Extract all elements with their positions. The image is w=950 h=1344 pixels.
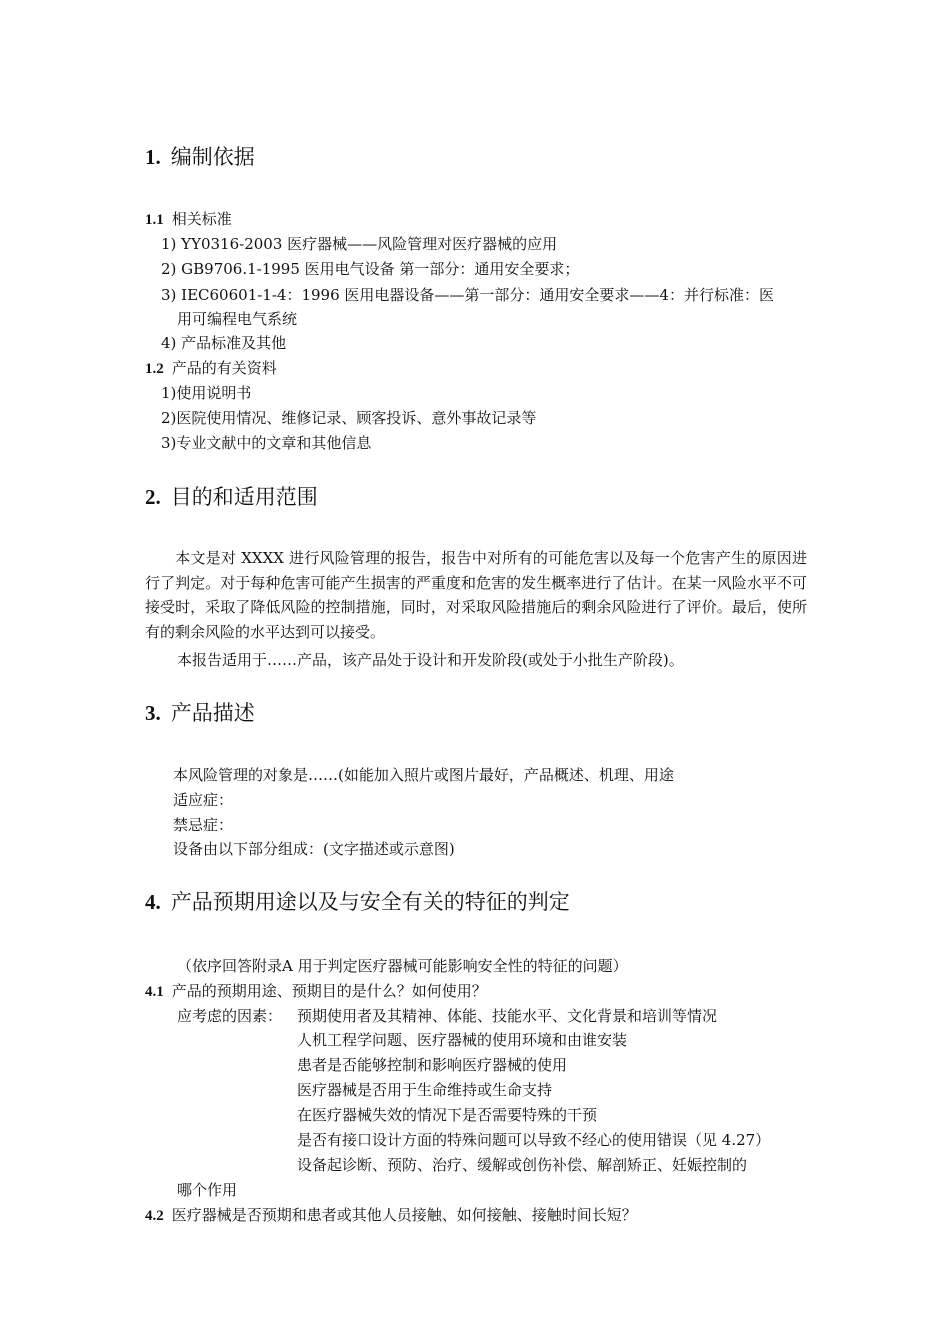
section-heading: 4. 产品预期用途以及与安全有关的特征的判定: [145, 890, 570, 914]
section-title: 目的和适用范围: [170, 485, 318, 509]
paragraph: 本报告适用于……产品，该产品处于设计和开发阶段(或处于小批生产阶段)。: [177, 651, 684, 669]
text-line: 适应症：: [173, 791, 234, 809]
list-item: 1) YY0316-2003 医疗器械——风险管理对医疗器械的应用: [161, 235, 558, 253]
list-item: 2) GB9706.1-1995 医用电气设备 第一部分：通用安全要求；: [161, 260, 580, 278]
list-item: 1)使用说明书: [161, 384, 252, 402]
factor-item: 在医疗器械失效的情况下是否需要特殊的干预: [297, 1106, 598, 1124]
factor-item: 是否有接口设计方面的特殊问题可以导致不经心的使用错误（见 4.27）: [297, 1131, 771, 1149]
section-title: 产品预期用途以及与安全有关的特征的判定: [170, 890, 570, 914]
section-heading: 2. 目的和适用范围: [145, 485, 318, 509]
text-line: 设备由以下部分组成：(文字描述或示意图): [173, 840, 455, 858]
section-heading: 1. 编制依据: [145, 145, 255, 169]
question-heading: 4.2 医疗器械是否预期和患者或其他人员接触、如何接触、接触时间长短？: [145, 1206, 637, 1224]
factor-item: 预期使用者及其精神、体能、技能水平、文化背景和培训等情况: [297, 1007, 718, 1025]
text-line: 本风险管理的对象是……(如能加入照片或图片最好，产品概述、机理、用途: [173, 766, 674, 784]
section-title: 产品描述: [170, 701, 255, 725]
factor-item: 医疗器械是否用于生命维持或生命支持: [297, 1081, 553, 1099]
text-line: 禁忌症：: [173, 816, 234, 834]
paragraph: 本文是对 XXXX 进行风险管理的报告，报告中对所有的可能危害以及每一个危害产生的原因进行了判定。对于每种危害可能产生损害的严重度和危害的发生概率进行了估计。在某一风险水平不可接受时，采取了降低风险的控制措施，同时，对采取风险措施后的剩余风险进行了评价。最后，使所有的剩余风险的水平达到可以接受。: [145, 549, 807, 641]
section-heading: 3. 产品描述: [145, 701, 255, 725]
list-item: 4) 产品标准及其他: [161, 334, 287, 352]
list-item: 用可编程电气系统: [177, 310, 298, 328]
subsection-heading: 1.1 相关标准: [145, 210, 232, 228]
list-item: 2)医院使用情况、维修记录、顾客投诉、意外事故记录等: [161, 409, 537, 427]
list-item: 3)专业文献中的文章和其他信息: [161, 434, 372, 452]
note-text: （依序回答附录A 用于判定医疗器械可能影响安全性的特征的问题）: [177, 957, 628, 975]
question-heading: 4.1 产品的预期用途、预期目的是什么？如何使用？: [145, 982, 487, 1000]
factor-item-continued: 哪个作用: [177, 1181, 238, 1199]
factor-item: 患者是否能够控制和影响医疗器械的使用: [297, 1056, 568, 1074]
list-item: 3) IEC60601-1-4：1996 医用电器设备——第一部分：通用安全要求——4：并行标准：医: [161, 286, 774, 304]
section-title: 编制依据: [170, 145, 255, 169]
factor-item: 设备起诊断、预防、治疗、缓解或创伤补偿、解剖矫正、妊娠控制的: [297, 1156, 748, 1174]
factors-label: 应考虑的因素：: [177, 1007, 283, 1025]
factor-item: 人机工程学问题、医疗器械的使用环境和由谁安装: [297, 1031, 628, 1049]
subsection-heading: 1.2 产品的有关资料: [145, 359, 277, 377]
